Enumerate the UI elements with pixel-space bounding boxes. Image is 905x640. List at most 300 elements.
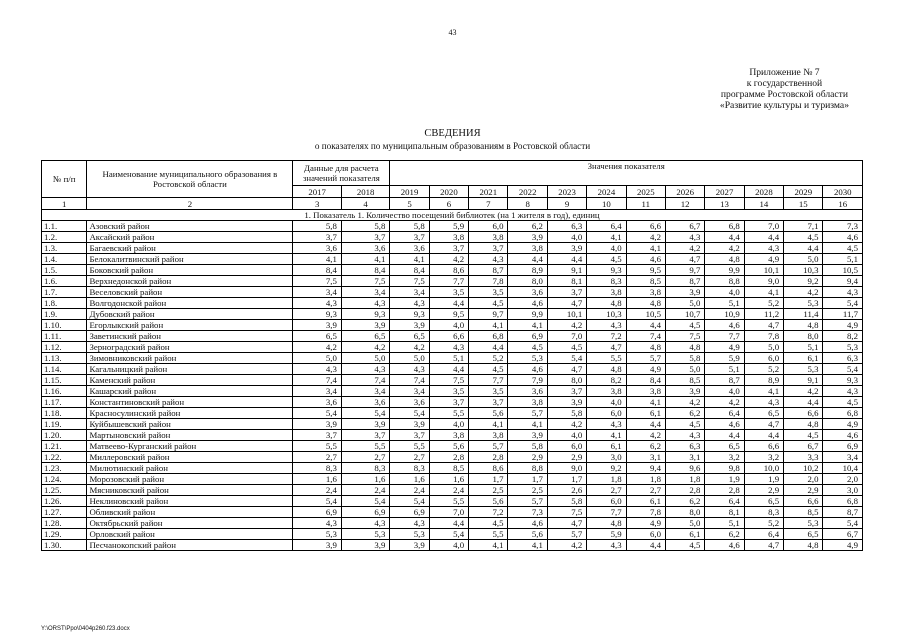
header-value-year: 2019 — [390, 186, 429, 198]
value-cell: 3,7 — [293, 430, 341, 441]
value-cell: 4,1 — [626, 243, 665, 254]
value-cell: 4,2 — [626, 430, 665, 441]
header-value-year: 2029 — [784, 186, 823, 198]
value-cell: 4,9 — [823, 419, 863, 430]
value-cell: 4,5 — [469, 518, 508, 529]
value-cell: 4,3 — [293, 364, 341, 375]
value-cell: 9,7 — [469, 309, 508, 320]
value-cell: 9,3 — [390, 309, 429, 320]
value-cell: 6,6 — [784, 496, 823, 507]
value-cell: 4,8 — [705, 254, 744, 265]
value-cell: 9,3 — [823, 375, 863, 386]
value-cell: 4,2 — [390, 342, 429, 353]
value-cell: 5,4 — [823, 298, 863, 309]
table-row — [42, 375, 863, 386]
value-cell: 6,6 — [744, 441, 783, 452]
municipality-name: Зерноградский район — [87, 342, 293, 353]
value-cell: 10,9 — [705, 309, 744, 320]
value-cell: 4,3 — [469, 254, 508, 265]
value-cell: 4,8 — [587, 518, 626, 529]
table-row — [42, 474, 863, 485]
value-cell: 10,4 — [823, 463, 863, 474]
value-cell: 4,4 — [744, 430, 783, 441]
value-cell: 9,5 — [429, 309, 468, 320]
value-cell: 5,4 — [390, 496, 429, 507]
value-cell: 4,3 — [744, 397, 783, 408]
value-cell: 4,6 — [508, 364, 547, 375]
value-cell: 7,4 — [341, 375, 389, 386]
value-cell: 3,7 — [390, 232, 429, 243]
value-cell: 5,9 — [705, 353, 744, 364]
table-row — [42, 221, 863, 232]
value-cell: 5,0 — [390, 353, 429, 364]
value-cell: 8,0 — [508, 276, 547, 287]
value-cell: 5,8 — [508, 441, 547, 452]
value-cell: 4,7 — [665, 254, 704, 265]
value-cell: 6,5 — [341, 331, 389, 342]
value-cell: 6,6 — [429, 331, 468, 342]
value-cell: 4,4 — [744, 232, 783, 243]
value-cell: 3,8 — [626, 287, 665, 298]
value-cell: 4,8 — [784, 320, 823, 331]
value-cell: 5,3 — [390, 529, 429, 540]
value-cell: 3,3 — [784, 452, 823, 463]
value-cell: 3,9 — [293, 540, 341, 551]
value-cell: 3,9 — [508, 430, 547, 441]
value-cell: 6,4 — [587, 221, 626, 232]
value-cell: 5,4 — [429, 529, 468, 540]
value-cell: 9,7 — [665, 265, 704, 276]
municipality-name: Каменский район — [87, 375, 293, 386]
value-cell: 4,1 — [293, 254, 341, 265]
header-value-year: 2023 — [547, 186, 586, 198]
value-cell: 3,8 — [587, 386, 626, 397]
value-cell: 1,6 — [293, 474, 341, 485]
value-cell: 6,9 — [341, 507, 389, 518]
value-cell: 6,5 — [784, 529, 823, 540]
value-cell: 3,9 — [508, 232, 547, 243]
value-cell: 9,4 — [823, 276, 863, 287]
value-cell: 8,4 — [293, 265, 341, 276]
value-cell: 5,3 — [341, 529, 389, 540]
municipality-name: Матвеево-Курганский район — [87, 441, 293, 452]
municipality-name: Верхнедонской район — [87, 276, 293, 287]
table-row — [42, 342, 863, 353]
value-cell: 5,8 — [341, 221, 389, 232]
value-cell: 3,2 — [705, 452, 744, 463]
column-number: 11 — [626, 198, 665, 210]
value-cell: 7,7 — [587, 507, 626, 518]
column-number: 2 — [87, 198, 293, 210]
value-cell: 7,1 — [784, 221, 823, 232]
value-cell: 2,0 — [823, 474, 863, 485]
value-cell: 3,7 — [547, 287, 586, 298]
value-cell: 6,1 — [587, 441, 626, 452]
value-cell: 4,5 — [665, 320, 704, 331]
value-cell: 4,2 — [784, 287, 823, 298]
value-cell: 1,8 — [626, 474, 665, 485]
value-cell: 1,6 — [390, 474, 429, 485]
row-number: 1.23. — [42, 463, 87, 474]
value-cell: 3,7 — [429, 397, 468, 408]
row-number: 1.26. — [42, 496, 87, 507]
row-number: 1.2. — [42, 232, 87, 243]
value-cell: 4,0 — [587, 243, 626, 254]
value-cell: 3,7 — [293, 232, 341, 243]
value-cell: 3,2 — [744, 452, 783, 463]
column-number: 5 — [390, 198, 429, 210]
municipality-name: Аксайский район — [87, 232, 293, 243]
column-number: 16 — [823, 198, 863, 210]
value-cell: 4,1 — [626, 397, 665, 408]
value-cell: 6,1 — [626, 408, 665, 419]
row-number: 1.8. — [42, 298, 87, 309]
value-cell: 4,1 — [341, 254, 389, 265]
value-cell: 4,2 — [705, 397, 744, 408]
value-cell: 5,3 — [508, 353, 547, 364]
value-cell: 4,1 — [390, 254, 429, 265]
value-cell: 9,3 — [293, 309, 341, 320]
value-cell: 3,4 — [293, 287, 341, 298]
value-cell: 4,5 — [508, 342, 547, 353]
value-cell: 1,6 — [341, 474, 389, 485]
value-cell: 3,6 — [341, 397, 389, 408]
table-row — [42, 309, 863, 320]
value-cell: 2,0 — [784, 474, 823, 485]
value-cell: 7,5 — [547, 507, 586, 518]
value-cell: 5,7 — [508, 496, 547, 507]
value-cell: 4,4 — [626, 419, 665, 430]
row-number: 1.13. — [42, 353, 87, 364]
value-cell: 4,4 — [429, 298, 468, 309]
value-cell: 4,0 — [705, 386, 744, 397]
value-cell: 6,2 — [665, 496, 704, 507]
value-cell: 4,4 — [705, 430, 744, 441]
value-cell: 10,7 — [665, 309, 704, 320]
value-cell: 6,0 — [744, 353, 783, 364]
value-cell: 10,5 — [823, 265, 863, 276]
value-cell: 6,1 — [784, 353, 823, 364]
value-cell: 8,7 — [665, 276, 704, 287]
value-cell: 3,9 — [293, 419, 341, 430]
value-cell: 4,9 — [823, 320, 863, 331]
row-number: 1.19. — [42, 419, 87, 430]
value-cell: 6,1 — [665, 529, 704, 540]
table-row — [42, 441, 863, 452]
value-cell: 4,3 — [341, 364, 389, 375]
value-cell: 3,9 — [293, 320, 341, 331]
value-cell: 4,2 — [626, 232, 665, 243]
row-number: 1.16. — [42, 386, 87, 397]
value-cell: 3,6 — [341, 243, 389, 254]
value-cell: 4,3 — [587, 540, 626, 551]
value-cell: 7,5 — [429, 375, 468, 386]
value-cell: 8,4 — [341, 265, 389, 276]
value-cell: 4,6 — [705, 540, 744, 551]
value-cell: 3,0 — [823, 485, 863, 496]
table-row — [42, 386, 863, 397]
value-cell: 8,3 — [587, 276, 626, 287]
value-cell: 8,1 — [547, 276, 586, 287]
value-cell: 3,1 — [626, 452, 665, 463]
table-row — [42, 364, 863, 375]
value-cell: 7,0 — [744, 221, 783, 232]
value-cell: 3,7 — [341, 232, 389, 243]
header-calc: Данные для расчета значений показателя — [293, 161, 390, 186]
value-cell: 5,4 — [293, 408, 341, 419]
value-cell: 5,0 — [744, 342, 783, 353]
value-cell: 3,6 — [508, 386, 547, 397]
value-cell: 8,9 — [508, 265, 547, 276]
row-number: 1.21. — [42, 441, 87, 452]
value-cell: 4,0 — [547, 232, 586, 243]
value-cell: 3,5 — [469, 287, 508, 298]
value-cell: 2,7 — [587, 485, 626, 496]
value-cell: 3,4 — [390, 386, 429, 397]
value-cell: 4,3 — [293, 518, 341, 529]
value-cell: 5,3 — [784, 518, 823, 529]
value-cell: 2,4 — [429, 485, 468, 496]
table-row — [42, 518, 863, 529]
value-cell: 7,8 — [744, 331, 783, 342]
value-cell: 3,4 — [823, 452, 863, 463]
value-cell: 3,8 — [626, 386, 665, 397]
value-cell: 7,5 — [293, 276, 341, 287]
value-cell: 3,6 — [293, 243, 341, 254]
value-cell: 3,9 — [390, 320, 429, 331]
value-cell: 5,6 — [429, 441, 468, 452]
value-cell: 3,6 — [508, 287, 547, 298]
value-cell: 5,1 — [705, 364, 744, 375]
value-cell: 2,5 — [508, 485, 547, 496]
row-number: 1.10. — [42, 320, 87, 331]
value-cell: 7,3 — [823, 221, 863, 232]
value-cell: 4,4 — [626, 320, 665, 331]
value-cell: 5,6 — [469, 408, 508, 419]
value-cell: 10,1 — [744, 265, 783, 276]
municipality-name: Октябрьский район — [87, 518, 293, 529]
value-cell: 6,8 — [823, 408, 863, 419]
value-cell: 4,0 — [705, 287, 744, 298]
table-row — [42, 397, 863, 408]
header-value-year: 2026 — [665, 186, 704, 198]
value-cell: 5,5 — [293, 441, 341, 452]
value-cell: 3,8 — [469, 232, 508, 243]
value-cell: 3,8 — [508, 397, 547, 408]
value-cell: 3,5 — [469, 386, 508, 397]
row-number: 1.12. — [42, 342, 87, 353]
value-cell: 4,9 — [744, 254, 783, 265]
value-cell: 4,6 — [626, 254, 665, 265]
value-cell: 6,2 — [665, 408, 704, 419]
value-cell: 1,7 — [469, 474, 508, 485]
value-cell: 10,1 — [547, 309, 586, 320]
value-cell: 2,4 — [341, 485, 389, 496]
value-cell: 4,7 — [547, 298, 586, 309]
value-cell: 8,5 — [429, 463, 468, 474]
value-cell: 1,8 — [665, 474, 704, 485]
header-value-year: 2021 — [469, 186, 508, 198]
table-row — [42, 452, 863, 463]
value-cell: 5,8 — [547, 408, 586, 419]
row-number: 1.4. — [42, 254, 87, 265]
value-cell: 3,8 — [587, 287, 626, 298]
indicators-table — [41, 160, 863, 551]
value-cell: 2,9 — [744, 485, 783, 496]
value-cell: 8,4 — [626, 375, 665, 386]
value-cell: 4,8 — [665, 342, 704, 353]
value-cell: 5,4 — [341, 496, 389, 507]
value-cell: 9,9 — [508, 309, 547, 320]
document-title-block — [0, 128, 905, 152]
value-cell: 6,9 — [390, 507, 429, 518]
municipality-name: Обливский район — [87, 507, 293, 518]
value-cell: 3,4 — [341, 287, 389, 298]
value-cell: 4,3 — [341, 518, 389, 529]
value-cell: 1,7 — [508, 474, 547, 485]
value-cell: 3,5 — [429, 287, 468, 298]
value-cell: 3,4 — [390, 287, 429, 298]
municipality-name: Орловский район — [87, 529, 293, 540]
section-title: 1. Показатель 1. Количество посещений библиотек (на 1 жителя в год), единиц — [42, 210, 863, 221]
column-number: 14 — [744, 198, 783, 210]
value-cell: 2,4 — [293, 485, 341, 496]
value-cell: 5,1 — [705, 298, 744, 309]
value-cell: 5,0 — [784, 254, 823, 265]
value-cell: 6,5 — [744, 408, 783, 419]
value-cell: 7,3 — [508, 507, 547, 518]
column-number: 1 — [42, 198, 87, 210]
value-cell: 3,8 — [508, 243, 547, 254]
value-cell: 5,0 — [341, 353, 389, 364]
value-cell: 4,5 — [587, 254, 626, 265]
header-value-year: 2030 — [823, 186, 863, 198]
value-cell: 7,7 — [429, 276, 468, 287]
value-cell: 3,8 — [469, 430, 508, 441]
value-cell: 1,8 — [587, 474, 626, 485]
value-cell: 9,9 — [705, 265, 744, 276]
row-number: 1.30. — [42, 540, 87, 551]
value-cell: 4,5 — [469, 298, 508, 309]
row-number: 1.11. — [42, 331, 87, 342]
value-cell: 4,1 — [587, 232, 626, 243]
value-cell: 5,5 — [390, 441, 429, 452]
value-cell: 6,7 — [784, 441, 823, 452]
value-cell: 4,6 — [705, 320, 744, 331]
value-cell: 6,2 — [705, 529, 744, 540]
value-cell: 7,4 — [390, 375, 429, 386]
value-cell: 8,5 — [784, 507, 823, 518]
municipality-name: Милютинский район — [87, 463, 293, 474]
row-number: 1.6. — [42, 276, 87, 287]
value-cell: 5,8 — [390, 221, 429, 232]
table-row — [42, 254, 863, 265]
value-cell: 5,8 — [665, 353, 704, 364]
value-cell: 4,1 — [744, 287, 783, 298]
value-cell: 7,8 — [469, 276, 508, 287]
value-cell: 7,2 — [469, 507, 508, 518]
row-number: 1.15. — [42, 375, 87, 386]
value-cell: 5,3 — [293, 529, 341, 540]
value-cell: 10,3 — [784, 265, 823, 276]
value-cell: 6,8 — [705, 221, 744, 232]
value-cell: 8,0 — [784, 331, 823, 342]
municipality-name: Волгодонской район — [87, 298, 293, 309]
table-row — [42, 496, 863, 507]
municipality-name: Красносулинский район — [87, 408, 293, 419]
value-cell: 5,2 — [469, 353, 508, 364]
value-cell: 4,8 — [784, 540, 823, 551]
value-cell: 4,3 — [341, 298, 389, 309]
table-row — [42, 408, 863, 419]
header-value-year: 2020 — [429, 186, 468, 198]
value-cell: 8,7 — [823, 507, 863, 518]
table-row — [42, 419, 863, 430]
value-cell: 3,9 — [665, 287, 704, 298]
value-cell: 4,8 — [784, 419, 823, 430]
value-cell: 6,4 — [744, 529, 783, 540]
value-cell: 5,1 — [705, 518, 744, 529]
value-cell: 6,3 — [665, 441, 704, 452]
value-cell: 5,1 — [784, 342, 823, 353]
value-cell: 3,6 — [390, 397, 429, 408]
value-cell: 4,4 — [547, 254, 586, 265]
value-cell: 6,5 — [744, 496, 783, 507]
municipality-name: Мясниковский район — [87, 485, 293, 496]
value-cell: 4,4 — [705, 232, 744, 243]
table-row — [42, 485, 863, 496]
table-row — [42, 276, 863, 287]
value-cell: 4,0 — [429, 419, 468, 430]
value-cell: 5,1 — [429, 353, 468, 364]
value-cell: 5,6 — [469, 496, 508, 507]
value-cell: 8,0 — [547, 375, 586, 386]
value-cell: 5,4 — [293, 496, 341, 507]
value-cell: 4,3 — [823, 386, 863, 397]
value-cell: 6,7 — [665, 221, 704, 232]
value-cell: 4,3 — [587, 419, 626, 430]
value-cell: 6,8 — [469, 331, 508, 342]
value-cell: 8,3 — [293, 463, 341, 474]
value-cell: 2,8 — [429, 452, 468, 463]
municipality-name: Багаевский район — [87, 243, 293, 254]
municipality-name: Морозовский район — [87, 474, 293, 485]
value-cell: 3,9 — [390, 419, 429, 430]
value-cell: 4,5 — [547, 342, 586, 353]
value-cell: 4,7 — [587, 342, 626, 353]
value-cell: 5,9 — [429, 221, 468, 232]
municipality-name: Дубовский район — [87, 309, 293, 320]
table-row — [42, 331, 863, 342]
value-cell: 9,6 — [665, 463, 704, 474]
value-cell: 5,3 — [784, 298, 823, 309]
value-cell: 8,5 — [665, 375, 704, 386]
value-cell: 4,2 — [784, 386, 823, 397]
municipality-name: Кагальницкий район — [87, 364, 293, 375]
value-cell: 4,3 — [390, 518, 429, 529]
value-cell: 4,7 — [547, 518, 586, 529]
header-value-year: 2025 — [626, 186, 665, 198]
value-cell: 5,4 — [547, 353, 586, 364]
value-cell: 3,5 — [429, 386, 468, 397]
row-number: 1.14. — [42, 364, 87, 375]
value-cell: 4,5 — [823, 397, 863, 408]
value-cell: 3,7 — [469, 243, 508, 254]
column-number: 9 — [547, 198, 586, 210]
value-cell: 8,3 — [390, 463, 429, 474]
value-cell: 4,5 — [784, 430, 823, 441]
row-number: 1.1. — [42, 221, 87, 232]
